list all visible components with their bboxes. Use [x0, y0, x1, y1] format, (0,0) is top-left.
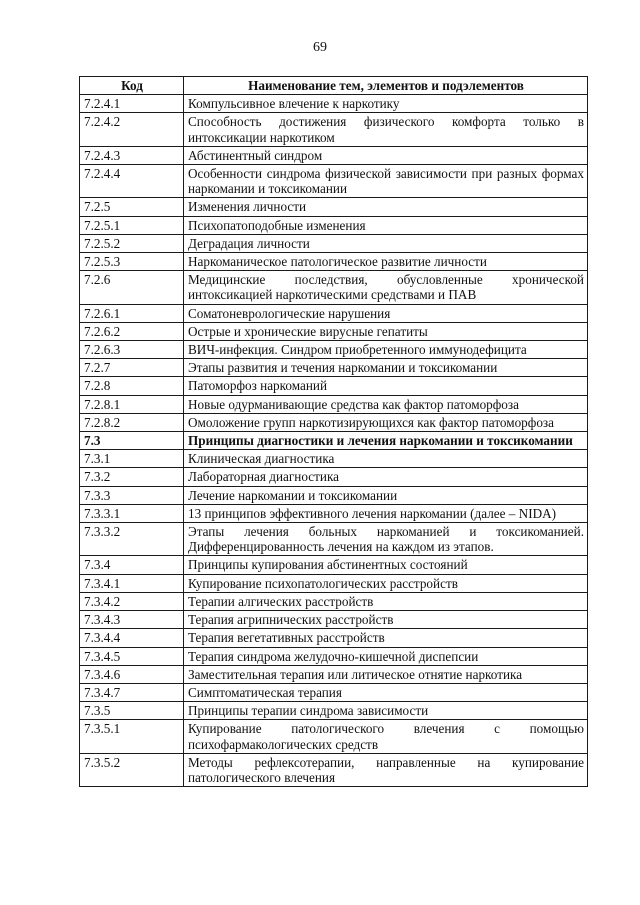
table-row	[80, 556, 588, 574]
table-row	[80, 395, 588, 413]
table-row	[80, 253, 588, 271]
row-name: Патоморфоз наркоманий	[184, 377, 588, 395]
row-name: ВИЧ-инфекция. Синдром приобретенного иммунодефицита	[184, 341, 588, 359]
table-row	[80, 486, 588, 504]
table-row	[80, 198, 588, 216]
row-name: 13 принципов эффективного лечения наркомании (далее – NIDA)	[184, 504, 588, 522]
row-code: 7.2.4.3	[80, 146, 184, 164]
row-code: 7.2.5.3	[80, 253, 184, 271]
table-row	[80, 413, 588, 431]
table-row	[80, 753, 588, 786]
table-row	[80, 450, 588, 468]
table-row	[80, 468, 588, 486]
table-row	[80, 322, 588, 340]
row-code: 7.2.5.1	[80, 216, 184, 234]
row-name: Особенности синдрома физической зависимости при разных формах наркомании и токсикомании	[184, 165, 588, 198]
table-row	[80, 216, 588, 234]
row-code: 7.2.8.2	[80, 413, 184, 431]
section-name: Принципы диагностики и лечения наркомании и токсикомании	[184, 432, 588, 450]
row-name: Терапия синдрома желудочно-кишечной диспепсии	[184, 647, 588, 665]
row-code: 7.3.2	[80, 468, 184, 486]
row-code: 7.2.4.4	[80, 165, 184, 198]
row-name: Терапия агрипнических расстройств	[184, 611, 588, 629]
table-row	[80, 146, 588, 164]
row-name: Терапия вегетативных расстройств	[184, 629, 588, 647]
row-name: Новые одурманивающие средства как фактор патоморфоза	[184, 395, 588, 413]
row-code: 7.2.6.1	[80, 304, 184, 322]
row-name: Способность достижения физического комфорта только в интоксикации наркотиком	[184, 113, 588, 146]
table-header-row	[80, 77, 588, 95]
row-code: 7.2.6.2	[80, 322, 184, 340]
row-code: 7.2.6.3	[80, 341, 184, 359]
table-row	[80, 523, 588, 556]
row-name: Лечение наркомании и токсикомании	[184, 486, 588, 504]
row-code: 7.2.5	[80, 198, 184, 216]
row-code: 7.2.8	[80, 377, 184, 395]
table-row	[80, 647, 588, 665]
row-name: Наркоманическое патологическое развитие личности	[184, 253, 588, 271]
row-code: 7.3.3	[80, 486, 184, 504]
row-name: Деградация личности	[184, 234, 588, 252]
table-row	[80, 377, 588, 395]
table-row	[80, 341, 588, 359]
row-code: 7.2.6	[80, 271, 184, 304]
row-code: 7.3.1	[80, 450, 184, 468]
section-row	[80, 432, 588, 450]
section-code: 7.3	[80, 432, 184, 450]
table-row	[80, 629, 588, 647]
row-name: Изменения личности	[184, 198, 588, 216]
row-name: Методы рефлексотерапии, направленные на купирование патологического влечения	[184, 753, 588, 786]
row-name: Соматоневрологические нарушения	[184, 304, 588, 322]
row-name: Компульсивное влечение к наркотику	[184, 95, 588, 113]
row-code: 7.3.5.2	[80, 753, 184, 786]
row-code: 7.3.4.5	[80, 647, 184, 665]
row-name: Омоложение групп наркотизирующихся как фактор патоморфоза	[184, 413, 588, 431]
table-row	[80, 304, 588, 322]
row-code: 7.3.4.6	[80, 665, 184, 683]
table-row	[80, 665, 588, 683]
table-row	[80, 720, 588, 753]
table-row	[80, 271, 588, 304]
row-name: Клиническая диагностика	[184, 450, 588, 468]
row-code: 7.2.4.2	[80, 113, 184, 146]
row-code: 7.2.8.1	[80, 395, 184, 413]
row-code: 7.3.5.1	[80, 720, 184, 753]
row-code: 7.3.4.3	[80, 611, 184, 629]
row-name: Острые и хронические вирусные гепатиты	[184, 322, 588, 340]
row-code: 7.3.4.1	[80, 574, 184, 592]
row-name: Лабораторная диагностика	[184, 468, 588, 486]
table-row	[80, 165, 588, 198]
table-row	[80, 95, 588, 113]
row-code: 7.2.7	[80, 359, 184, 377]
row-name: Принципы купирования абстинентных состояний	[184, 556, 588, 574]
table-row	[80, 683, 588, 701]
row-name: Терапии алгических расстройств	[184, 592, 588, 610]
row-code: 7.3.5	[80, 702, 184, 720]
row-name: Абстинентный синдром	[184, 146, 588, 164]
table-row	[80, 592, 588, 610]
curriculum-table	[79, 76, 588, 787]
row-name: Купирование психопатологических расстройств	[184, 574, 588, 592]
table-row	[80, 702, 588, 720]
row-name: Принципы терапии синдрома зависимости	[184, 702, 588, 720]
table-row	[80, 574, 588, 592]
table-row	[80, 359, 588, 377]
row-name: Заместительная терапия или литическое отнятие наркотика	[184, 665, 588, 683]
row-code: 7.3.3.1	[80, 504, 184, 522]
row-code: 7.2.5.2	[80, 234, 184, 252]
row-name: Психопатоподобные изменения	[184, 216, 588, 234]
row-code: 7.3.4.7	[80, 683, 184, 701]
table-row	[80, 611, 588, 629]
row-code: 7.3.4.2	[80, 592, 184, 610]
row-name: Этапы развития и течения наркомании и токсикомании	[184, 359, 588, 377]
row-code: 7.3.4.4	[80, 629, 184, 647]
table-row	[80, 234, 588, 252]
page-number: 69	[313, 40, 327, 55]
row-code: 7.3.4	[80, 556, 184, 574]
header-code: Код	[80, 77, 184, 95]
row-code: 7.3.3.2	[80, 523, 184, 556]
header-name: Наименование тем, элементов и подэлементов	[184, 77, 588, 95]
row-name: Купирование патологического влечения с помощью психофармакологических средств	[184, 720, 588, 753]
table-row	[80, 504, 588, 522]
row-name: Симптоматическая терапия	[184, 683, 588, 701]
row-name: Медицинские последствия, обусловленные хронической интоксикацией наркотическими средствами и ПАВ	[184, 271, 588, 304]
row-code: 7.2.4.1	[80, 95, 184, 113]
row-name: Этапы лечения больных наркоманией и токсикоманией. Дифференцированность лечения на каждом из этапов.	[184, 523, 588, 556]
table-row	[80, 113, 588, 146]
